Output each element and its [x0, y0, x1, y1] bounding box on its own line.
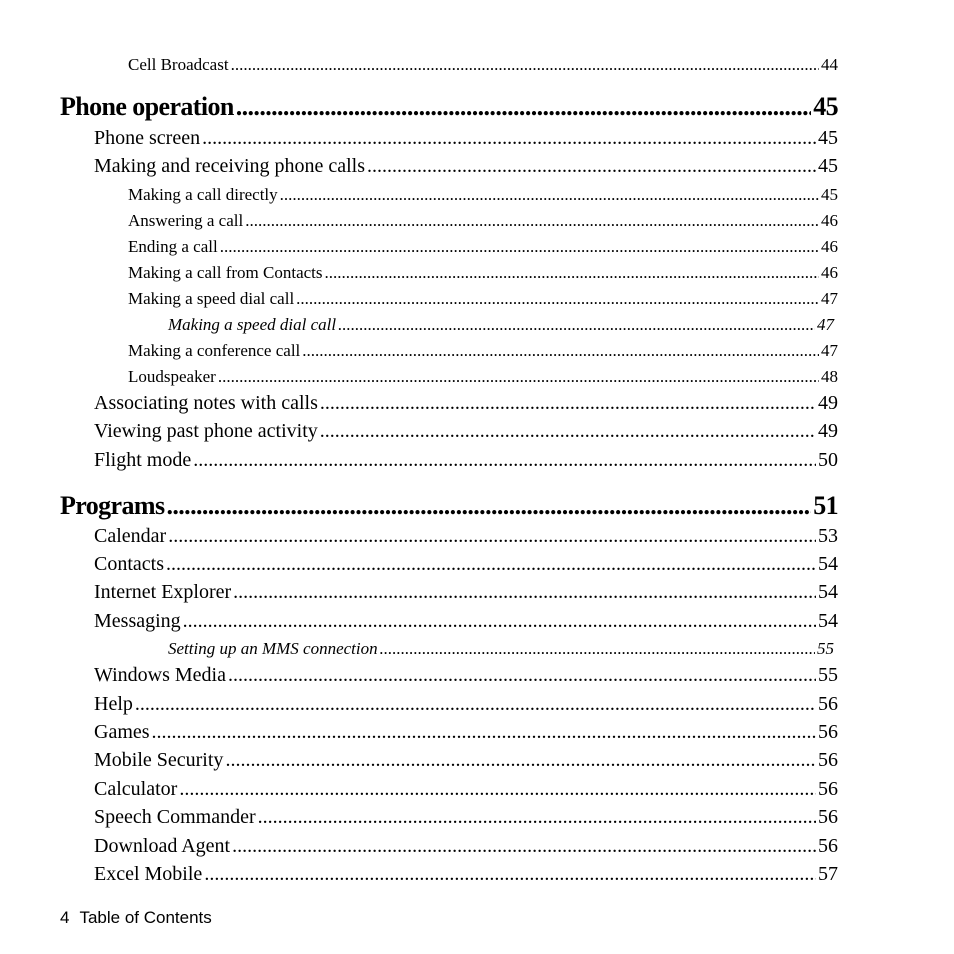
toc-entry-page: 55	[818, 664, 838, 686]
toc-entry-title: Making a conference call	[128, 341, 301, 360]
toc-leader-dots	[320, 392, 816, 415]
toc-entry-title: Associating notes with calls	[94, 392, 318, 414]
toc-entry-title: Calculator	[94, 778, 178, 800]
toc-entry-title: Download Agent	[94, 835, 231, 857]
toc-entry-calculator[interactable]	[94, 778, 838, 801]
toc-leader-dots	[135, 693, 816, 716]
toc-leader-dots	[166, 553, 816, 576]
toc-entry-title: Making and receiving phone calls	[94, 155, 366, 177]
toc-entry-page: 47	[817, 315, 834, 334]
toc-entry-page: 45	[821, 185, 838, 204]
toc-entry-download-agent[interactable]	[94, 835, 838, 858]
toc-chapter-phone-operation[interactable]	[60, 92, 838, 122]
toc-entry-excel-mobile[interactable]	[94, 863, 838, 886]
toc-entry-help[interactable]	[94, 693, 838, 716]
toc-entry-page: 56	[818, 721, 838, 743]
toc-entry-title: Ending a call	[128, 237, 218, 256]
toc-entry-page: 56	[818, 693, 838, 715]
page-footer	[60, 908, 212, 928]
toc-leader-dots	[302, 341, 819, 361]
toc-leader-dots	[320, 420, 816, 443]
toc-entry-page: 56	[818, 749, 838, 771]
toc-entry-title: Answering a call	[128, 211, 244, 230]
toc-entry-title: Flight mode	[94, 449, 192, 471]
toc-entry-page: 45	[818, 155, 838, 177]
toc-entry-contacts[interactable]	[94, 553, 838, 576]
toc-leader-dots	[367, 155, 816, 178]
toc-entry-associating-notes[interactable]	[94, 392, 838, 415]
toc-entry-page: 55	[817, 639, 834, 658]
toc-leader-dots	[228, 664, 816, 687]
toc-entry-title: Games	[94, 721, 150, 743]
toc-entry-conference-call[interactable]	[128, 341, 838, 361]
toc-leader-dots	[236, 92, 811, 122]
toc-leader-dots	[233, 581, 816, 604]
toc-leader-dots	[183, 610, 816, 633]
toc-entry-page: 44	[821, 55, 838, 74]
toc-entry-windows-media[interactable]	[94, 664, 838, 687]
toc-entry-title: Help	[94, 693, 133, 715]
toc-entry-page: 48	[821, 367, 838, 386]
toc-leader-dots	[338, 315, 815, 335]
toc-entry-page: 47	[821, 341, 838, 360]
toc-entry-title: Mobile Security	[94, 749, 224, 771]
toc-entry-page: 50	[818, 449, 838, 471]
toc-entry-past-phone-activity[interactable]	[94, 420, 838, 443]
footer-label: Table of Contents	[79, 908, 212, 927]
toc-entry-page: 46	[821, 211, 838, 230]
toc-entry-title: Making a call directly	[128, 185, 278, 204]
toc-entry-speech-commander[interactable]	[94, 806, 838, 829]
toc-leader-dots	[218, 367, 819, 387]
toc-entry-flight-mode[interactable]	[94, 449, 838, 472]
toc-entry-title: Contacts	[94, 553, 164, 575]
toc-entry-title: Windows Media	[94, 664, 226, 686]
toc-entry-title: Making a speed dial call	[128, 289, 295, 308]
toc-leader-dots	[179, 778, 816, 801]
toc-entry-loudspeaker[interactable]	[128, 367, 838, 387]
toc-leader-dots	[245, 211, 819, 231]
toc-entry-page: 56	[818, 835, 838, 857]
toc-entry-internet-explorer[interactable]	[94, 581, 838, 604]
toc-entry-page: 47	[821, 289, 838, 308]
toc-entry-making-receiving-calls[interactable]	[94, 155, 838, 178]
toc-entry-page: 46	[821, 237, 838, 256]
toc-leader-dots	[325, 263, 819, 283]
toc-entry-mobile-security[interactable]	[94, 749, 838, 772]
toc-entry-title: Viewing past phone activity	[94, 420, 318, 442]
toc-entry-games[interactable]	[94, 721, 838, 744]
toc-entry-page: 56	[818, 806, 838, 828]
toc-entry-page: 54	[818, 581, 838, 603]
toc-chapter-programs[interactable]	[60, 491, 838, 521]
toc-entry-answering-call[interactable]	[128, 211, 838, 231]
footer-page-number: 4	[60, 908, 70, 927]
toc-leader-dots	[152, 721, 816, 744]
toc-entry-page: 54	[818, 553, 838, 575]
toc-leader-dots	[220, 237, 819, 257]
toc-entry-mms-connection[interactable]	[168, 639, 834, 659]
toc-entry-making-call-directly[interactable]	[128, 185, 838, 205]
toc-leader-dots	[193, 449, 816, 472]
toc-chapter-title: Programs	[60, 491, 165, 520]
toc-leader-dots	[166, 491, 811, 521]
toc-entry-call-from-contacts[interactable]	[128, 263, 838, 283]
toc-chapter-page: 45	[813, 92, 838, 121]
toc-entry-title: Calendar	[94, 525, 167, 547]
toc-leader-dots	[296, 289, 819, 309]
toc-entry-page: 54	[818, 610, 838, 632]
toc-leader-dots	[232, 835, 816, 858]
toc-entry-title: Phone screen	[94, 127, 201, 149]
toc-leader-dots	[202, 127, 816, 150]
toc-leader-dots	[380, 639, 815, 659]
toc-entry-page: 49	[818, 420, 838, 442]
toc-entry-speed-dial-call[interactable]	[128, 289, 838, 309]
toc-entry-page: 45	[818, 127, 838, 149]
toc-entry-title: Making a call from Contacts	[128, 263, 323, 282]
toc-entry-cell-broadcast[interactable]	[128, 55, 838, 75]
toc-entry-title: Messaging	[94, 610, 181, 632]
toc-chapter-page: 51	[813, 491, 838, 520]
toc-chapter-title: Phone operation	[60, 92, 234, 121]
toc-leader-dots	[204, 863, 816, 886]
toc-entry-page: 57	[818, 863, 838, 885]
toc-entry-ending-call[interactable]	[128, 237, 838, 257]
toc-entry-speed-dial-call-sub[interactable]	[168, 315, 834, 335]
toc-entry-title: Internet Explorer	[94, 581, 232, 603]
toc-leader-dots	[231, 55, 819, 75]
toc-entry-title: Cell Broadcast	[128, 55, 229, 74]
toc-entry-phone-screen[interactable]	[94, 127, 838, 150]
toc-leader-dots	[225, 749, 816, 772]
toc-entry-title: Speech Commander	[94, 806, 256, 828]
toc-entry-title: Loudspeaker	[128, 367, 216, 386]
toc-entry-calendar[interactable]	[94, 525, 838, 548]
toc-entry-page: 56	[818, 778, 838, 800]
toc-leader-dots	[258, 806, 816, 829]
toc-entry-title: Excel Mobile	[94, 863, 203, 885]
toc-entry-title: Setting up an MMS connection	[168, 639, 378, 658]
toc-entry-page: 49	[818, 392, 838, 414]
toc-entry-page: 46	[821, 263, 838, 282]
toc-entry-messaging[interactable]	[94, 610, 838, 633]
toc-leader-dots	[280, 185, 819, 205]
toc-entry-title: Making a speed dial call	[168, 315, 337, 334]
toc-entry-page: 53	[818, 525, 838, 547]
toc-leader-dots	[168, 525, 816, 548]
